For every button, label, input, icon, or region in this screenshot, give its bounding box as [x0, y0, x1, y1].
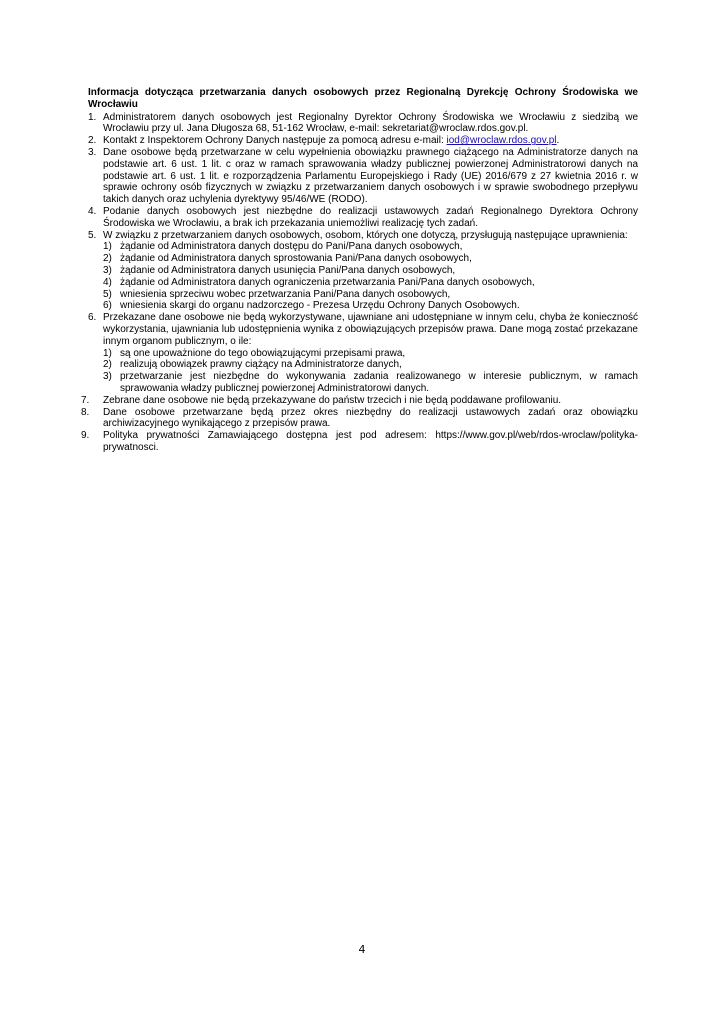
list-item: [88, 135, 638, 147]
item-number: 8.: [81, 406, 90, 418]
item-number: 2.: [88, 135, 97, 147]
list-item: [88, 312, 638, 395]
item-number: 5.: [88, 229, 97, 241]
rights-sublist: [103, 241, 638, 312]
list-item: [88, 230, 638, 313]
item-text: Polityka prywatności Zamawiającego dostępna jest pod adresem: https://www.gov.pl/web/rdos-wroclaw/polityka-prywatnosci.: [103, 430, 638, 453]
list-item: [81, 394, 638, 407]
sub-list-item: [103, 300, 638, 312]
item-text: W związku z przetwarzaniem danych osobowych, osobom, których one dotyczą, przysługują następujące uprawnienia:: [103, 229, 628, 241]
item-number: 1.: [88, 111, 97, 123]
page-heading: Informacja dotycząca przetwarzania danych osobowych przez Regionalną Dyrekcję Ochrony Środowiska we Wrocławiu: [88, 87, 638, 110]
sub-list-item: [103, 289, 638, 301]
sub-item-number: 6): [103, 300, 112, 312]
sub-item-number: 1): [103, 347, 112, 359]
sub-item-number: 2): [103, 359, 112, 371]
sub-item-text: żądanie od Administratora danych usunięcia Pani/Pana danych osobowych,: [120, 264, 456, 276]
sub-item-number: 2): [103, 253, 112, 265]
sub-item-number: 3): [103, 371, 112, 383]
clause-list: [81, 111, 638, 454]
item-text-end: .: [556, 135, 560, 147]
sub-item-text: wniesienia skargi do organu nadzorczego - Prezesa Urzędu Ochrony Danych Osobowych.: [120, 300, 520, 312]
sub-item-number: 5): [103, 288, 112, 300]
document-body: [81, 87, 638, 454]
sub-item-text: żądanie od Administratora danych dostępu do Pani/Pana danych osobowych,: [120, 241, 463, 253]
sub-list-item: [103, 241, 638, 253]
list-item: [88, 112, 638, 136]
sub-list-item: [103, 371, 638, 395]
item-number: 4.: [88, 205, 97, 217]
item-text: Przekazane dane osobowe nie będą wykorzystywane, ujawniane ani udostępniane w innym celu, chyba że konieczność wykorzystania, ujawniania lub udostępnienia wynika z obowiązujących przepisów prawa. Dane mogą zostać przekazane innym organom publicznym, o ile:: [103, 312, 638, 347]
item-text: Dane osobowe będą przetwarzane w celu wypełnienia obowiązku prawnego ciążącego na Administratorze danych na podstawie art. 6 ust. 1 lit. c oraz w ramach sprawowania władzy publicznej powierzonej Administratorowi danych na podstawie art. 6 ust. 1 lit. e rozporządzenia Parlamentu Europejskiego i Rady (UE) 2016/679 z 27 kwietnia 2016 r. w sprawie ochrony osób fizycznych w związku z przetwarzaniem danych osobowych i w sprawie swobodnego przepływu takich danych oraz uchylenia dyrektywy 95/46/WE (RODO).: [103, 146, 638, 206]
iod-email-link[interactable]: iod@wroclaw.rdos.gov.pl: [446, 135, 557, 147]
sub-item-number: 4): [103, 276, 112, 288]
sub-item-text: realizują obowiązek prawny ciążący na Administratorze danych,: [120, 359, 402, 371]
sub-item-text: żądanie od Administratora danych sprostowania Pani/Pana danych osobowych,: [120, 253, 472, 265]
sub-list-item: [103, 277, 638, 289]
list-item: [81, 430, 638, 454]
item-number: 9.: [81, 430, 90, 442]
page-number: 4: [358, 943, 366, 956]
sub-list-item: [103, 359, 638, 371]
sub-list-item: [103, 348, 638, 360]
recipients-sublist: [103, 348, 638, 395]
item-text: Dane osobowe przetwarzane będą przez okres niezbędny do realizacji ustawowych zadań oraz obowiązku archiwizacyjnego wynikającego z przepisów prawa.: [103, 406, 638, 430]
item-number: 6.: [88, 312, 97, 324]
sub-list-item: [103, 253, 638, 265]
sub-item-number: 1): [103, 241, 112, 253]
item-number: 3.: [88, 146, 97, 158]
item-text: Podanie danych osobowych jest niezbędne do realizacji ustawowych zadań Regionalnego Dyrektora Ochrony Środowiska we Wrocławiu, a brak ich przekazania uniemożliwi realizację tych zadań.: [103, 205, 638, 229]
list-item: [88, 147, 638, 206]
sub-item-number: 3): [103, 264, 112, 276]
list-item: [81, 406, 638, 431]
item-text: Administratorem danych osobowych jest Regionalny Dyrektor Ochrony Środowiska we Wrocławiu z siedzibą we Wrocławiu przy ul. Jana Długosza 68, 51-162 Wrocław, e-mail: sekretariat@wroclaw.rdos.gov.pl.: [103, 111, 638, 135]
item-number: 7.: [81, 394, 90, 406]
sub-item-text: żądanie od Administratora danych ograniczenia przetwarzania Pani/Pana danych osobowych,: [120, 276, 535, 288]
sub-list-item: [103, 265, 638, 277]
list-item: [88, 206, 638, 230]
item-text: Zebrane dane osobowe nie będą przekazywane do państw trzecich i nie będą poddawane profilowaniu.: [103, 394, 562, 406]
sub-item-text: przetwarzanie jest niezbędne do wykonywania zadania realizowanego w interesie publicznym, w ramach sprawowania władzy publicznej powierzonej Administratorowi danych.: [120, 371, 638, 394]
item-text: Kontakt z Inspektorem Ochrony Danych następuje za pomocą adresu e-mail:: [103, 135, 447, 147]
sub-item-text: wniesienia sprzeciwu wobec przetwarzania Pani/Pana danych osobowych,: [120, 288, 451, 300]
sub-item-text: są one upoważnione do tego obowiązującymi przepisami prawa,: [120, 347, 406, 359]
